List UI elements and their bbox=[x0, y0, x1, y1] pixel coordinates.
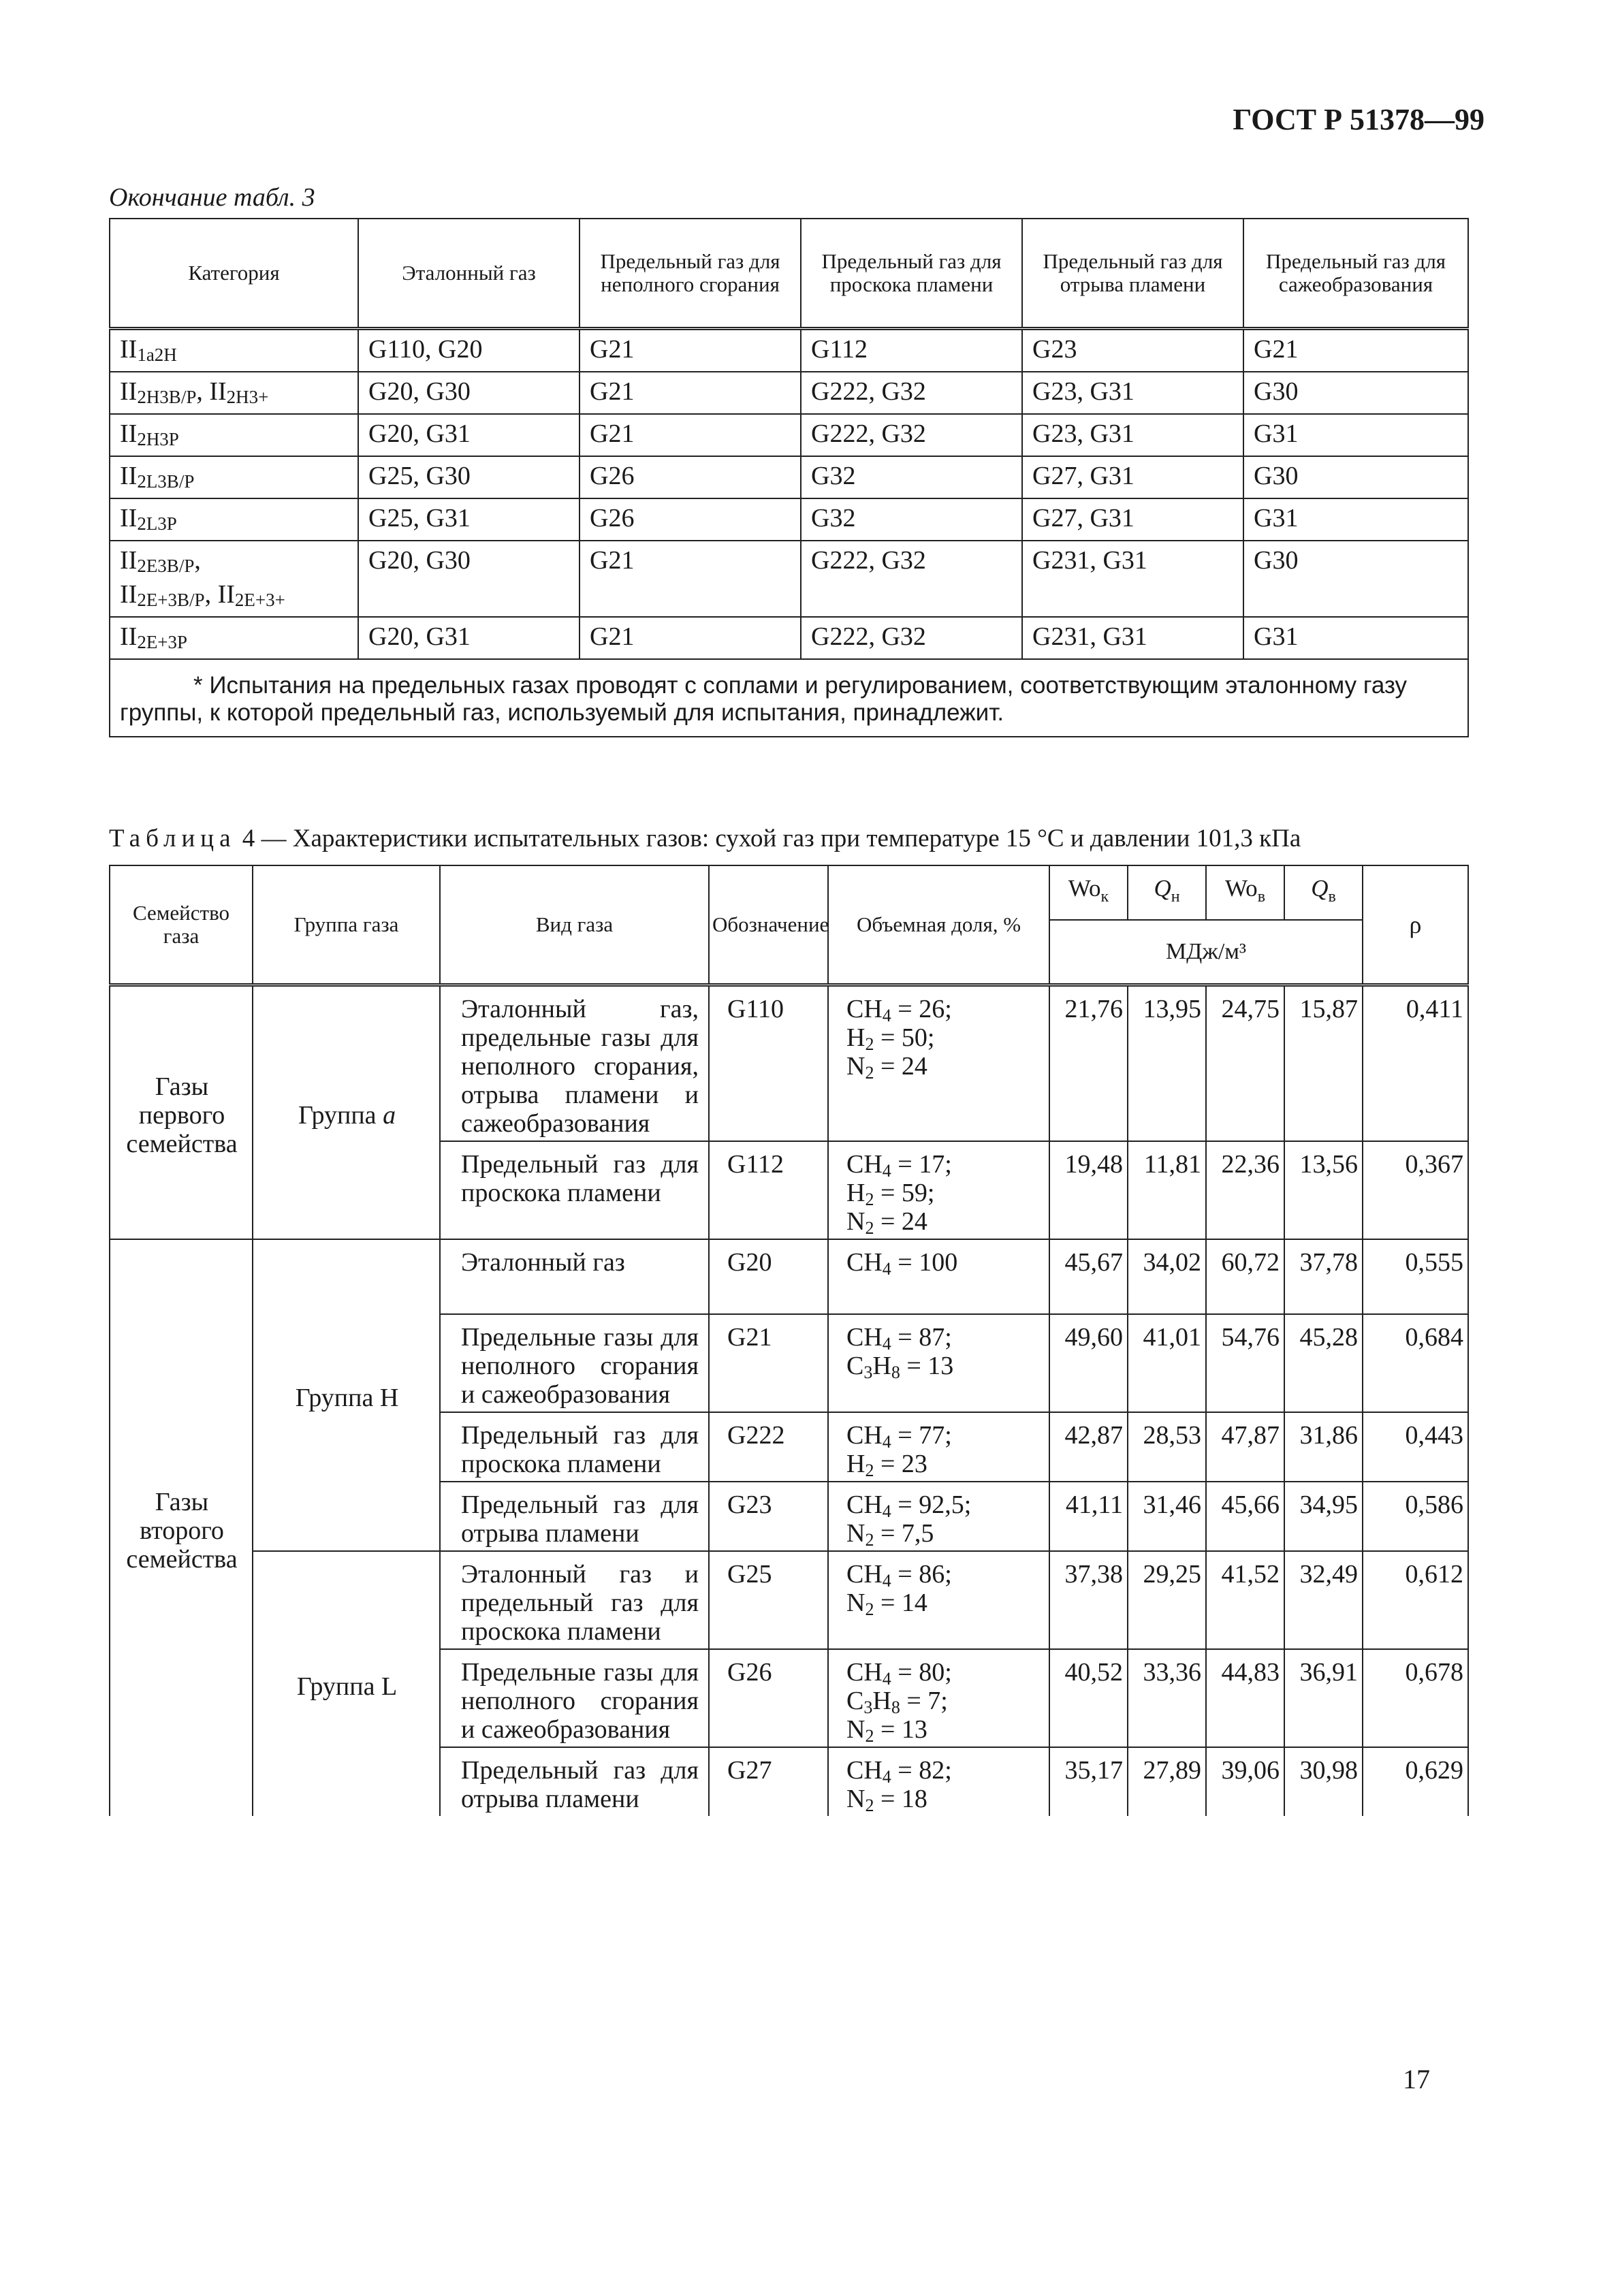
q-n-cell: 41,01 bbox=[1128, 1314, 1206, 1412]
wo-k-cell: 49,60 bbox=[1049, 1314, 1128, 1412]
t4-col-volume: Объемная доля, % bbox=[828, 865, 1049, 985]
incomplete-cell: G21 bbox=[580, 541, 801, 617]
vol-line: $CH_4 = 77$; bbox=[846, 1420, 952, 1452]
table-row bbox=[110, 498, 1468, 541]
ref-cell: G20, G30 bbox=[358, 541, 580, 617]
q-v-cell: 13,56 bbox=[1284, 1141, 1363, 1239]
vol-line: $N_2 = 14$ bbox=[846, 1588, 927, 1619]
q-v-cell: 34,95 bbox=[1284, 1482, 1363, 1551]
code-cell: G222 bbox=[709, 1412, 828, 1482]
kind-cell: Эталонный газ, предельные газы для неполного сгорания, отрыва пламени и сажеобразования bbox=[440, 985, 709, 1141]
wo-v-cell: 39,06 bbox=[1206, 1747, 1284, 1816]
incomplete-cell: G21 bbox=[580, 372, 801, 414]
lightback-cell: G222, G32 bbox=[801, 617, 1022, 659]
ref-cell: G110, G20 bbox=[358, 329, 580, 372]
wo-v-cell: 24,75 bbox=[1206, 985, 1284, 1141]
code-cell: G20 bbox=[709, 1239, 828, 1314]
category-cell: II2L3B/P bbox=[110, 456, 358, 498]
vol-line: $CH_4 = 17$; bbox=[846, 1149, 952, 1181]
rho-cell: 0,612 bbox=[1363, 1551, 1468, 1649]
wo-v-cell: 54,76 bbox=[1206, 1314, 1284, 1412]
q-n-cell: 29,25 bbox=[1128, 1551, 1206, 1649]
vol-line: $H_2 = 50$; bbox=[846, 1023, 935, 1054]
t3-col-reference: Эталонный газ bbox=[358, 219, 580, 329]
wo-k-cell: 40,52 bbox=[1049, 1649, 1128, 1747]
t3-col-category: Категория bbox=[110, 219, 358, 329]
table4-caption: Таблица 4 — Характеристики испытательных газов: сухой газ при температуре 15 °С и давлении 101,3 кПа bbox=[109, 825, 1301, 852]
rho-cell: 0,684 bbox=[1363, 1314, 1468, 1412]
kind-cell: Эталонный газ и предельный газ для проскока пламени bbox=[440, 1551, 709, 1649]
q-v-cell: 15,87 bbox=[1284, 985, 1363, 1141]
table-3 bbox=[109, 218, 1469, 737]
lightback-cell: G222, G32 bbox=[801, 372, 1022, 414]
vol-line: $CH_4 = 92,5$; bbox=[846, 1490, 972, 1521]
soot-cell: G30 bbox=[1243, 372, 1468, 414]
ref-cell: G20, G30 bbox=[358, 372, 580, 414]
table3-continuation-label: Окончание табл. 3 bbox=[109, 183, 315, 212]
code-cell: G25 bbox=[709, 1551, 828, 1649]
vol-line: $CH_4 = 87$; bbox=[846, 1322, 952, 1354]
category-cell: II2H3B/P, II2H3+ bbox=[110, 372, 358, 414]
volume-cell bbox=[828, 1551, 1049, 1649]
code-cell: G21 bbox=[709, 1314, 828, 1412]
rho-cell: 0,367 bbox=[1363, 1141, 1468, 1239]
t3-col-lightback: Предельный газ для проскока пламени bbox=[801, 219, 1022, 329]
table-row bbox=[110, 541, 1468, 617]
rho-cell: 0,443 bbox=[1363, 1412, 1468, 1482]
rho-cell: 0,629 bbox=[1363, 1747, 1468, 1816]
table-row bbox=[110, 617, 1468, 659]
rho-cell: 0,411 bbox=[1363, 985, 1468, 1141]
kind-cell: Предельные газы для неполного сгорания и сажеобразования bbox=[440, 1314, 709, 1412]
wo-k-cell: 45,67 bbox=[1049, 1239, 1128, 1314]
t4-col-q-n: $Q_н$ bbox=[1128, 865, 1206, 920]
document-id: ГОСТ Р 51378—99 bbox=[1233, 103, 1485, 136]
kind-cell: Эталонный газ bbox=[440, 1239, 709, 1314]
q-v-cell: 32,49 bbox=[1284, 1551, 1363, 1649]
t4-col-group: Группа газа bbox=[253, 865, 440, 985]
q-v-cell: 45,28 bbox=[1284, 1314, 1363, 1412]
liftoff-cell: G23, G31 bbox=[1022, 372, 1243, 414]
vol-line: $C_3H_8 = 13$ bbox=[846, 1351, 954, 1382]
vol-line: $N_2 = 7,5$ bbox=[846, 1518, 934, 1550]
rho-cell: 0,586 bbox=[1363, 1482, 1468, 1551]
q-n-cell: 27,89 bbox=[1128, 1747, 1206, 1816]
q-v-cell: 30,98 bbox=[1284, 1747, 1363, 1816]
liftoff-cell: G27, G31 bbox=[1022, 498, 1243, 541]
ref-cell: G20, G31 bbox=[358, 414, 580, 456]
liftoff-cell: G23 bbox=[1022, 329, 1243, 372]
wo-k-cell: 35,17 bbox=[1049, 1747, 1128, 1816]
soot-cell: G31 bbox=[1243, 498, 1468, 541]
table-row bbox=[110, 329, 1468, 372]
table3-header-row bbox=[110, 219, 1468, 329]
kind-cell: Предельный газ для отрыва пламени bbox=[440, 1747, 709, 1816]
incomplete-cell: G26 bbox=[580, 498, 801, 541]
table-row bbox=[110, 985, 1468, 1141]
table-row bbox=[110, 414, 1468, 456]
q-n-cell: 13,95 bbox=[1128, 985, 1206, 1141]
table-row bbox=[110, 1239, 1468, 1314]
soot-cell: G30 bbox=[1243, 456, 1468, 498]
wo-v-cell: 47,87 bbox=[1206, 1412, 1284, 1482]
table-row bbox=[110, 1551, 1468, 1649]
liftoff-cell: G231, G31 bbox=[1022, 541, 1243, 617]
table4-header-row bbox=[110, 865, 1468, 920]
q-n-cell: 31,46 bbox=[1128, 1482, 1206, 1551]
volume-cell bbox=[828, 1649, 1049, 1747]
t4-col-q-v: $Q_в$ bbox=[1284, 865, 1363, 920]
liftoff-cell: G27, G31 bbox=[1022, 456, 1243, 498]
kind-cell: Предельный газ для отрыва пламени bbox=[440, 1482, 709, 1551]
table3-footnote-row bbox=[110, 659, 1468, 737]
t4-col-kind: Вид газа bbox=[440, 865, 709, 985]
t4-unit-cell: МДж/м³ bbox=[1049, 920, 1363, 985]
vol-line: $N_2 = 24$ bbox=[846, 1051, 927, 1083]
code-cell: G26 bbox=[709, 1649, 828, 1747]
wo-k-cell: 21,76 bbox=[1049, 985, 1128, 1141]
t4-col-wo-v: $Wo_в$ bbox=[1206, 865, 1284, 920]
wo-v-cell: 45,66 bbox=[1206, 1482, 1284, 1551]
vol-line: $N_2 = 24$ bbox=[846, 1207, 927, 1238]
t4-col-code: Обозначение bbox=[709, 865, 828, 985]
vol-line: $CH_4 = 26$; bbox=[846, 994, 952, 1025]
q-v-cell: 36,91 bbox=[1284, 1649, 1363, 1747]
vol-line: $H_2 = 59$; bbox=[846, 1178, 935, 1209]
category-cell: II1a2H bbox=[110, 329, 358, 372]
code-cell: G110 bbox=[709, 985, 828, 1141]
vol-line: $C_3H_8 = 7$; bbox=[846, 1686, 948, 1717]
wo-v-cell: 22,36 bbox=[1206, 1141, 1284, 1239]
ref-cell: G25, G31 bbox=[358, 498, 580, 541]
vol-line: $N_2 = 13$ bbox=[846, 1715, 927, 1746]
q-v-cell: 31,86 bbox=[1284, 1412, 1363, 1482]
kind-cell: Предельные газы для неполного сгорания и сажеобразования bbox=[440, 1649, 709, 1747]
t4-col-rho: ρ bbox=[1363, 865, 1468, 985]
lightback-cell: G32 bbox=[801, 456, 1022, 498]
page-number: 17 bbox=[1403, 2064, 1430, 2094]
category-cell: II2E+3P bbox=[110, 617, 358, 659]
kind-cell: Предельный газ для проскока пламени bbox=[440, 1141, 709, 1239]
soot-cell: G31 bbox=[1243, 617, 1468, 659]
vol-line: $CH_4 = 80$; bbox=[846, 1657, 952, 1689]
lightback-cell: G222, G32 bbox=[801, 414, 1022, 456]
ref-cell: G25, G30 bbox=[358, 456, 580, 498]
volume-cell bbox=[828, 985, 1049, 1141]
lightback-cell: G222, G32 bbox=[801, 541, 1022, 617]
vol-line: $CH_4 = 86$; bbox=[846, 1559, 952, 1591]
incomplete-cell: G21 bbox=[580, 617, 801, 659]
category-cell: II2L3P bbox=[110, 498, 358, 541]
family-cell: Газы первого семейства bbox=[110, 985, 253, 1239]
q-n-cell: 34,02 bbox=[1128, 1239, 1206, 1314]
vol-line: $CH_4 = 100$ bbox=[846, 1247, 958, 1279]
rho-cell: 0,555 bbox=[1363, 1239, 1468, 1314]
wo-v-cell: 44,83 bbox=[1206, 1649, 1284, 1747]
q-n-cell: 28,53 bbox=[1128, 1412, 1206, 1482]
category-cell: II2H3P bbox=[110, 414, 358, 456]
family-cell: Газы второго семейства bbox=[110, 1239, 253, 1816]
soot-cell: G30 bbox=[1243, 541, 1468, 617]
vol-line: $H_2 = 23$ bbox=[846, 1449, 927, 1480]
volume-cell bbox=[828, 1239, 1049, 1314]
volume-cell bbox=[828, 1314, 1049, 1412]
lightback-cell: G112 bbox=[801, 329, 1022, 372]
table-4 bbox=[109, 865, 1469, 1816]
incomplete-cell: G21 bbox=[580, 414, 801, 456]
volume-cell bbox=[828, 1747, 1049, 1816]
category-cell: II2E3B/P, II2E+3B/P, II2E+3+ bbox=[110, 541, 358, 617]
table-row bbox=[110, 372, 1468, 414]
liftoff-cell: G23, G31 bbox=[1022, 414, 1243, 456]
incomplete-cell: G21 bbox=[580, 329, 801, 372]
vol-line: $CH_4 = 82$; bbox=[846, 1755, 952, 1787]
table-row bbox=[110, 456, 1468, 498]
t4-col-family: Семейство газа bbox=[110, 865, 253, 985]
volume-cell bbox=[828, 1412, 1049, 1482]
wo-v-cell: 41,52 bbox=[1206, 1551, 1284, 1649]
group-cell: Группа L bbox=[253, 1551, 440, 1816]
q-n-cell: 11,81 bbox=[1128, 1141, 1206, 1239]
t4-col-wo-k: $Wo_к$ bbox=[1049, 865, 1128, 920]
wo-k-cell: 41,11 bbox=[1049, 1482, 1128, 1551]
kind-cell: Предельный газ для проскока пламени bbox=[440, 1412, 709, 1482]
wo-k-cell: 19,48 bbox=[1049, 1141, 1128, 1239]
table3-footnote: * Испытания на предельных газах проводят с соплами и регулированием, соответствующим эталонному газу группы, к которой предельный газ, используемый для испытания, принадлежит. bbox=[110, 659, 1468, 737]
vol-line: $N_2 = 18$ bbox=[846, 1784, 927, 1815]
t3-col-soot: Предельный газ для сажеобразования bbox=[1243, 219, 1468, 329]
t3-col-liftoff: Предельный газ для отрыва пламени bbox=[1022, 219, 1243, 329]
volume-cell bbox=[828, 1482, 1049, 1551]
t3-col-incomplete: Предельный газ для неполного сгорания bbox=[580, 219, 801, 329]
liftoff-cell: G231, G31 bbox=[1022, 617, 1243, 659]
ref-cell: G20, G31 bbox=[358, 617, 580, 659]
wo-k-cell: 42,87 bbox=[1049, 1412, 1128, 1482]
soot-cell: G21 bbox=[1243, 329, 1468, 372]
wo-k-cell: 37,38 bbox=[1049, 1551, 1128, 1649]
incomplete-cell: G26 bbox=[580, 456, 801, 498]
code-cell: G23 bbox=[709, 1482, 828, 1551]
q-v-cell: 37,78 bbox=[1284, 1239, 1363, 1314]
wo-v-cell: 60,72 bbox=[1206, 1239, 1284, 1314]
soot-cell: G31 bbox=[1243, 414, 1468, 456]
code-cell: G27 bbox=[709, 1747, 828, 1816]
code-cell: G112 bbox=[709, 1141, 828, 1239]
q-n-cell: 33,36 bbox=[1128, 1649, 1206, 1747]
group-cell: Группа a bbox=[253, 985, 440, 1239]
rho-cell: 0,678 bbox=[1363, 1649, 1468, 1747]
lightback-cell: G32 bbox=[801, 498, 1022, 541]
group-cell: Группа Н bbox=[253, 1239, 440, 1551]
volume-cell bbox=[828, 1141, 1049, 1239]
